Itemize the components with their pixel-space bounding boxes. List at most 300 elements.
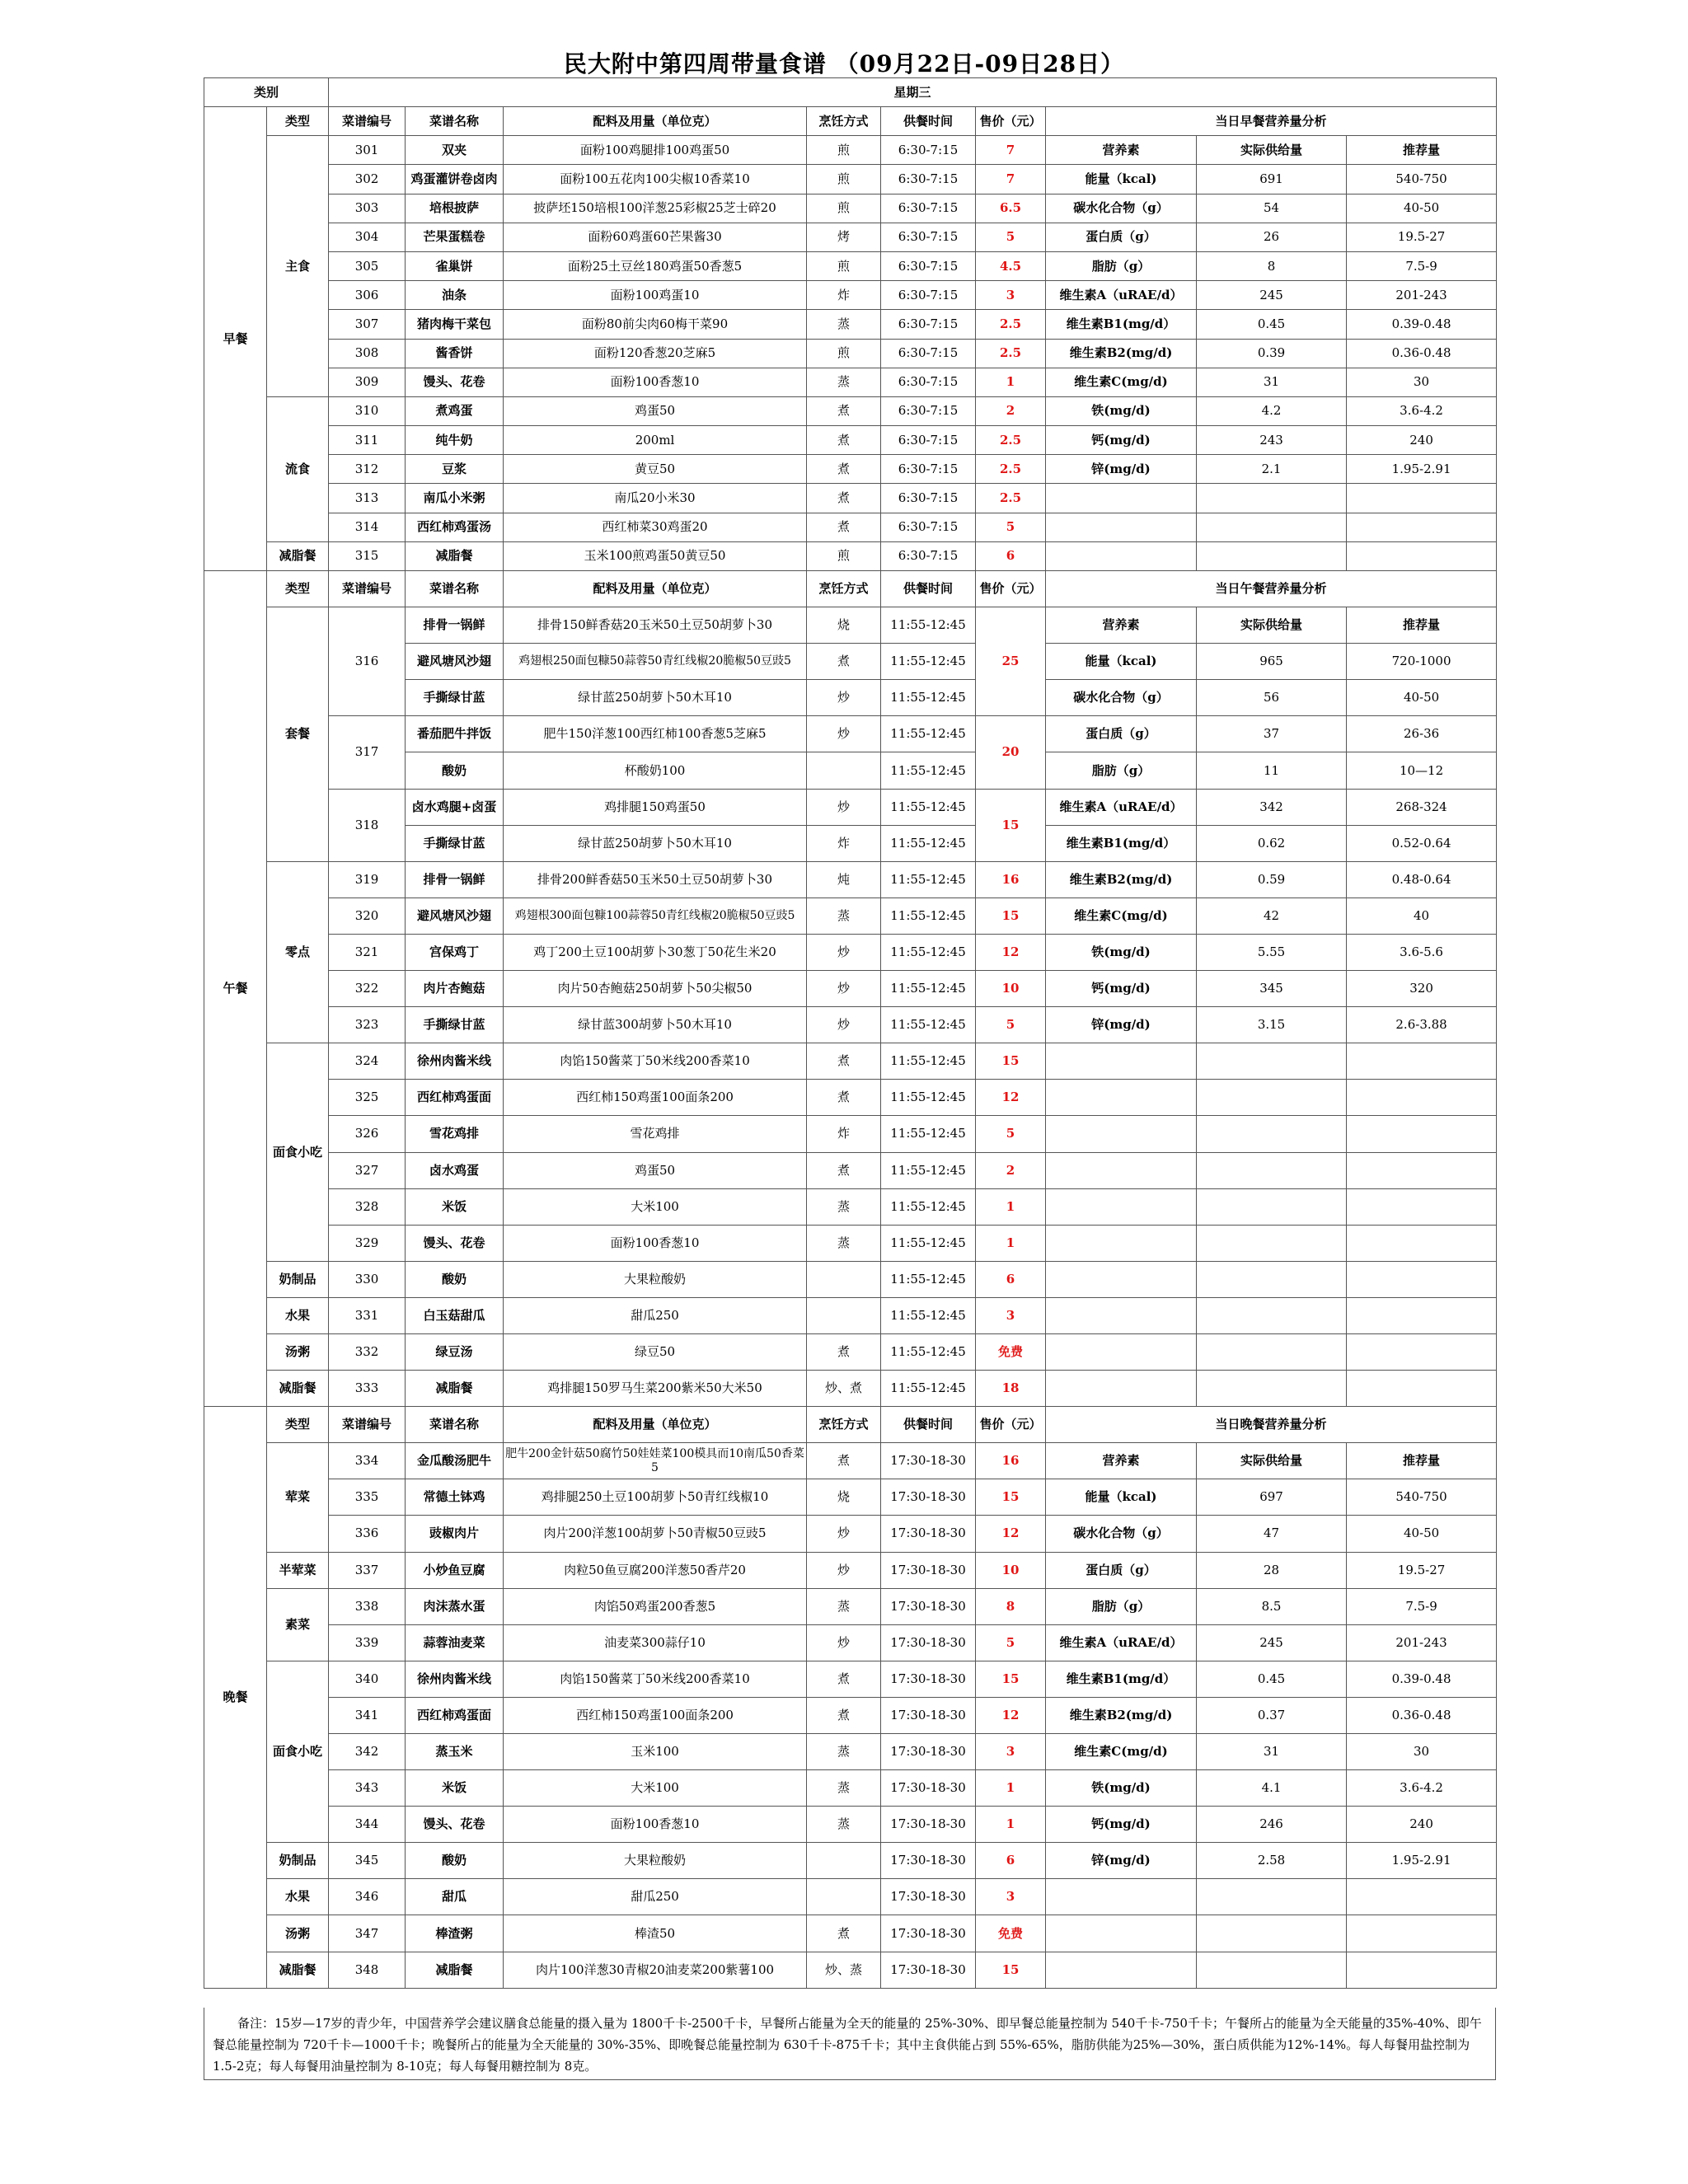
dish-code: 332 [329,1333,406,1370]
dish-code: 336 [329,1516,406,1552]
nutrient-actual: 2.58 [1197,1843,1347,1879]
dish-code: 341 [329,1697,406,1733]
dish-name: 豉椒肉片 [406,1516,504,1552]
dish-name: 馒头、花卷 [406,1807,504,1843]
dinner-row [204,1952,1497,1988]
nutrient-actual: 691 [1197,165,1347,194]
dish-name: 宫保鸡丁 [406,934,504,970]
dish-time: 6:30-7:15 [881,251,976,280]
dish-price: 1 [976,1225,1046,1261]
nutrient-recommend: 540-750 [1347,1479,1497,1516]
nutrient-actual: 37 [1197,716,1347,752]
dish-price: 5 [976,1007,1046,1043]
page-title: 民大附中第四周带量食谱 （09月22日-09日28日） [563,50,1125,77]
dish-code: 334 [329,1443,406,1479]
group-label: 面食小吃 [267,1661,329,1842]
dish-name: 培根披萨 [406,194,504,223]
nutrient-recommend: 19.5-27 [1347,1552,1497,1588]
group-label: 素菜 [267,1588,329,1661]
nutrient-actual: 26 [1197,223,1347,251]
dish-method: 蒸 [807,1770,881,1807]
dish-ingredients: 肉粒50鱼豆腐200洋葱50香芹20 [504,1552,807,1588]
lunch-row [204,1080,1497,1116]
dish-price: 3 [976,281,1046,310]
lunch-row [204,971,1497,1007]
dish-method: 炒 [807,971,881,1007]
dish-method: 煮 [807,1080,881,1116]
dish-time: 11:55-12:45 [881,644,976,680]
breakfast-row [204,310,1497,339]
dish-name: 雀巢饼 [406,251,504,280]
dish-name: 手撕绿甘蓝 [406,680,504,716]
dish-ingredients: 鸡翅根250面包糠50蒜蓉50青红线椒20脆椒50豆豉5 [504,644,807,680]
dish-time: 17:30-18-30 [881,1588,976,1624]
dish-code: 311 [329,426,406,455]
dish-time: 17:30-18-30 [881,1915,976,1952]
dish-price: 16 [976,1443,1046,1479]
dish-ingredients: 面粉100香葱10 [504,1225,807,1261]
footnote: 备注：15岁—17岁的青少年，中国营养学会建议膳食总能量的摄入量为 1800千卡-2500千卡，早餐所占能量为全天的能量的 25%-30%、即早餐总能量控制为 540千卡-750千卡；午餐所占的能量为全天能量的35%-40%、即午餐总能量控制为 720千卡—1000千卡；晚餐所占的能量为全天能量的 30%-35%、即晚餐总能量控制为 630千卡-875千卡；其中主食供能占到 55%-65%，脂肪供能为25%—30%，蛋白质供能为12%-14%。每人每餐用盐控制为 1.5-2克；每人每餐用油量控制为 8-10克；每人每餐用糖控制为 8克。 [204,2008,1496,2080]
meal-label-lunch: 午餐 [204,571,267,1407]
empty-cell [1347,1080,1497,1116]
recommend-header: 推荐量 [1347,1443,1497,1479]
dish-name: 酸奶 [406,1261,504,1297]
dish-method: 蒸 [807,368,881,396]
dish-method [807,1261,881,1297]
nutrient-header: 营养素 [1046,1443,1197,1479]
group-label: 主食 [267,136,329,397]
empty-cell [1347,1225,1497,1261]
day-header: 星期三 [329,78,1497,107]
lunch-row [204,1225,1497,1261]
dish-price: 6 [976,1261,1046,1297]
actual-header: 实际供给量 [1197,136,1347,165]
col-header-time: 供餐时间 [881,1407,976,1443]
empty-cell [1197,484,1347,513]
dish-price: 12 [976,1080,1046,1116]
nutrient-recommend: 40 [1347,898,1497,934]
dinner-row [204,1552,1497,1588]
nutrient-recommend: 0.48-0.64 [1347,861,1497,898]
breakfast-row [204,426,1497,455]
nutrient-name: 脂肪（g） [1046,1588,1197,1624]
dish-ingredients: 雪花鸡排 [504,1116,807,1152]
dish-code: 313 [329,484,406,513]
empty-cell [1197,1225,1347,1261]
dish-method: 煎 [807,339,881,368]
breakfast-row [204,165,1497,194]
dish-price: 7 [976,165,1046,194]
dish-time: 17:30-18-30 [881,1479,976,1516]
dish-code: 328 [329,1188,406,1225]
dish-time: 11:55-12:45 [881,789,976,825]
dinner-row [204,1807,1497,1843]
nutrient-name: 铁(mg/d) [1046,396,1197,425]
empty-cell [1197,1333,1347,1370]
dish-ingredients: 绿甘蓝250胡萝卜50木耳10 [504,825,807,861]
dish-price: 10 [976,971,1046,1007]
lunch-row [204,1297,1497,1333]
dish-ingredients: 鸡翅根300面包糠100蒜蓉50青红线椒20脆椒50豆豉5 [504,898,807,934]
dish-price: 6 [976,1843,1046,1879]
dish-price: 5 [976,223,1046,251]
empty-cell [1197,1297,1347,1333]
dish-price: 6 [976,541,1046,570]
nutrient-name: 能量（kcal) [1046,1479,1197,1516]
nutrient-actual: 0.62 [1197,825,1347,861]
nutrient-name: 维生素C(mg/d) [1046,898,1197,934]
dish-price: 5 [976,1624,1046,1661]
dish-ingredients: 南瓜20小米30 [504,484,807,513]
breakfast-row [204,513,1497,541]
dish-name: 煮鸡蛋 [406,396,504,425]
nutrient-actual: 8.5 [1197,1588,1347,1624]
dish-method: 蒸 [807,1588,881,1624]
lunch-row [204,861,1497,898]
dish-price: 10 [976,1552,1046,1588]
empty-cell [1046,484,1197,513]
dish-ingredients: 面粉100鸡蛋10 [504,281,807,310]
nutrient-header: 营养素 [1046,136,1197,165]
dish-name: 减脂餐 [406,541,504,570]
empty-cell [1347,484,1497,513]
breakfast-row [204,251,1497,280]
dish-method: 蒸 [807,1807,881,1843]
dish-ingredients: 棒渣50 [504,1915,807,1952]
nutrient-name: 碳水化合物（g） [1046,1516,1197,1552]
dish-method: 煮 [807,1152,881,1188]
menu-table [204,77,1497,1989]
nutrient-recommend: 10—12 [1347,752,1497,789]
dish-name: 避风塘风沙翅 [406,898,504,934]
dish-name: 棒渣粥 [406,1915,504,1952]
dish-time: 6:30-7:15 [881,223,976,251]
nutrient-name: 能量（kcal) [1046,644,1197,680]
dish-name: 鸡蛋灌饼卷卤肉 [406,165,504,194]
dish-price: 15 [976,1043,1046,1080]
dinner-row [204,1443,1497,1479]
dish-name: 绿豆汤 [406,1333,504,1370]
nutrient-actual: 245 [1197,1624,1347,1661]
col-header-time: 供餐时间 [881,107,976,136]
nutrient-actual: 3.15 [1197,1007,1347,1043]
dish-time: 6:30-7:15 [881,194,976,223]
col-header-code: 菜谱编号 [329,571,406,607]
nutrient-actual: 28 [1197,1552,1347,1588]
nutrient-recommend: 0.39-0.48 [1347,1661,1497,1697]
dish-ingredients: 鸡排腿250土豆100胡萝卜50青红线椒10 [504,1479,807,1516]
dish-time: 11:55-12:45 [881,1152,976,1188]
dish-code: 337 [329,1552,406,1588]
nutrient-actual: 345 [1197,971,1347,1007]
dish-time: 17:30-18-30 [881,1843,976,1879]
nutrient-recommend: 2.6-3.88 [1347,1007,1497,1043]
dish-code: 321 [329,934,406,970]
group-label: 减脂餐 [267,541,329,570]
nutrient-name: 维生素A（uRAE/d） [1046,281,1197,310]
group-label: 流食 [267,396,329,541]
recommend-header: 推荐量 [1347,136,1497,165]
dish-name: 蒸玉米 [406,1734,504,1770]
dish-ingredients: 200ml [504,426,807,455]
dish-time: 11:55-12:45 [881,861,976,898]
dish-price: 1 [976,1807,1046,1843]
col-header-price: 售价（元） [976,107,1046,136]
dish-code: 340 [329,1661,406,1697]
dish-method: 炒 [807,1007,881,1043]
dish-name: 西红柿鸡蛋汤 [406,513,504,541]
dish-ingredients: 杯酸奶100 [504,752,807,789]
col-header-code: 菜谱编号 [329,1407,406,1443]
nutrient-recommend: 7.5-9 [1347,251,1497,280]
breakfast-row [204,223,1497,251]
dish-price: 16 [976,861,1046,898]
dish-time: 6:30-7:15 [881,541,976,570]
lunch-row [204,1333,1497,1370]
dish-method [807,1843,881,1879]
empty-cell [1046,1188,1197,1225]
lunch-row [204,1116,1497,1152]
table-header-row [204,78,1497,107]
nutrient-name: 锌(mg/d) [1046,1843,1197,1879]
dish-price: 2 [976,1152,1046,1188]
nutrient-recommend: 0.36-0.48 [1347,339,1497,368]
dish-time: 11:55-12:45 [881,716,976,752]
dish-price: 15 [976,789,1046,861]
group-label: 汤粥 [267,1333,329,1370]
dish-name: 徐州肉酱米线 [406,1043,504,1080]
col-header-code: 菜谱编号 [329,107,406,136]
dish-ingredients: 肉馅50鸡蛋200香葱5 [504,1588,807,1624]
dish-code: 323 [329,1007,406,1043]
dish-code: 317 [329,716,406,789]
group-label: 水果 [267,1879,329,1915]
dish-price: 7 [976,136,1046,165]
breakfast-row [204,396,1497,425]
dish-price: 3 [976,1734,1046,1770]
nutrient-actual: 243 [1197,426,1347,455]
dish-method: 煮 [807,396,881,425]
dish-ingredients: 面粉25土豆丝180鸡蛋50香葱5 [504,251,807,280]
nutrient-name: 维生素B1(mg/d） [1046,825,1197,861]
nutrient-actual: 4.2 [1197,396,1347,425]
nutrient-recommend: 201-243 [1347,1624,1497,1661]
dish-name: 猪肉梅干菜包 [406,310,504,339]
breakfast-row [204,484,1497,513]
nutrient-name: 蛋白质（g） [1046,223,1197,251]
dish-name: 小炒鱼豆腐 [406,1552,504,1588]
nutrient-recommend: 40-50 [1347,1516,1497,1552]
nutrient-recommend: 240 [1347,1807,1497,1843]
dish-ingredients: 鸡丁200土豆100胡萝卜30葱丁50花生米20 [504,934,807,970]
dish-code: 319 [329,861,406,898]
dish-code: 344 [329,1807,406,1843]
empty-cell [1347,1297,1497,1333]
dish-time: 17:30-18-30 [881,1661,976,1697]
dish-method: 炒、蒸 [807,1952,881,1988]
dish-price: 2.5 [976,455,1046,484]
dish-method: 煎 [807,136,881,165]
empty-cell [1197,1152,1347,1188]
dish-time: 17:30-18-30 [881,1770,976,1807]
dish-ingredients: 面粉100鸡腿排100鸡蛋50 [504,136,807,165]
dish-method: 炒 [807,680,881,716]
dish-code: 348 [329,1952,406,1988]
dish-name: 馒头、花卷 [406,368,504,396]
dish-time: 11:55-12:45 [881,825,976,861]
nutrient-actual: 0.39 [1197,339,1347,368]
nutrient-actual: 965 [1197,644,1347,680]
dish-method: 煮 [807,1333,881,1370]
col-header-method: 烹饪方式 [807,571,881,607]
dinner-row [204,1661,1497,1697]
dish-ingredients: 大果粒酸奶 [504,1843,807,1879]
nutrient-recommend: 26-36 [1347,716,1497,752]
dish-method: 煎 [807,165,881,194]
dish-name: 酱香饼 [406,339,504,368]
nutrient-actual: 342 [1197,789,1347,825]
dish-name: 金瓜酸汤肥牛 [406,1443,504,1479]
dish-code: 310 [329,396,406,425]
empty-cell [1197,1952,1347,1988]
dish-name: 排骨一锅鲜 [406,861,504,898]
dish-code: 326 [329,1116,406,1152]
dish-name: 馒头、花卷 [406,1225,504,1261]
dish-method: 煎 [807,251,881,280]
dish-ingredients: 肥牛200金针菇50腐竹50娃娃菜100模具而10南瓜50香菜5 [504,1443,807,1479]
dish-name: 纯牛奶 [406,426,504,455]
dish-ingredients: 大果粒酸奶 [504,1261,807,1297]
dish-method: 煮 [807,1697,881,1733]
dinner-row [204,1624,1497,1661]
empty-cell [1197,1261,1347,1297]
dish-ingredients: 西红柿菜30鸡蛋20 [504,513,807,541]
dish-time: 17:30-18-30 [881,1697,976,1733]
dish-price: 8 [976,1588,1046,1624]
breakfast-row [204,136,1497,165]
dish-method: 炒 [807,716,881,752]
breakfast-row [204,194,1497,223]
dish-code: 329 [329,1225,406,1261]
dish-code: 316 [329,607,406,716]
dinner-header-row [204,1407,1497,1443]
dish-code: 331 [329,1297,406,1333]
dish-time: 6:30-7:15 [881,513,976,541]
nutrient-name: 脂肪（g） [1046,752,1197,789]
dish-name: 米饭 [406,1188,504,1225]
dish-method [807,752,881,789]
breakfast-row [204,339,1497,368]
nutrient-recommend: 1.95-2.91 [1347,455,1497,484]
dish-price: 1 [976,368,1046,396]
dish-ingredients: 面粉120香葱20芝麻5 [504,339,807,368]
dinner-row [204,1915,1497,1952]
dish-time: 6:30-7:15 [881,310,976,339]
nutrient-name: 脂肪（g） [1046,251,1197,280]
nutrient-name: 维生素B2(mg/d) [1046,861,1197,898]
nutrient-actual: 5.55 [1197,934,1347,970]
nutrient-recommend: 268-324 [1347,789,1497,825]
dish-method: 煮 [807,426,881,455]
empty-cell [1197,1188,1347,1225]
dish-ingredients: 玉米100煎鸡蛋50黄豆50 [504,541,807,570]
dish-name: 米饭 [406,1770,504,1807]
dish-method: 煮 [807,455,881,484]
nutrient-recommend: 40-50 [1347,194,1497,223]
nutrient-actual: 245 [1197,281,1347,310]
empty-cell [1197,513,1347,541]
col-header-ingredients: 配料及用量（单位克） [504,571,807,607]
dish-name: 南瓜小米粥 [406,484,504,513]
col-header-price: 售价（元） [976,1407,1046,1443]
dish-method: 煎 [807,194,881,223]
lunch-row [204,716,1497,752]
nutrient-name: 维生素C(mg/d) [1046,368,1197,396]
dish-time: 6:30-7:15 [881,368,976,396]
dish-price: 2.5 [976,484,1046,513]
nutrient-actual: 11 [1197,752,1347,789]
dish-time: 11:55-12:45 [881,971,976,1007]
dish-code: 320 [329,898,406,934]
dish-ingredients: 面粉60鸡蛋60芒果酱30 [504,223,807,251]
dish-ingredients: 油麦菜300蒜仔10 [504,1624,807,1661]
dish-time: 6:30-7:15 [881,426,976,455]
dish-name: 肉片杏鲍菇 [406,971,504,1007]
dish-ingredients: 绿甘蓝250胡萝卜50木耳10 [504,680,807,716]
dish-ingredients: 黄豆50 [504,455,807,484]
dish-code: 314 [329,513,406,541]
dish-price: 25 [976,607,1046,716]
dish-price: 2.5 [976,426,1046,455]
recommend-header: 推荐量 [1347,607,1497,644]
nutrient-name: 维生素A（uRAE/d） [1046,1624,1197,1661]
nutrient-recommend: 201-243 [1347,281,1497,310]
dish-ingredients: 西红柿150鸡蛋100面条200 [504,1080,807,1116]
empty-cell [1347,1333,1497,1370]
group-label: 面食小吃 [267,1043,329,1262]
nutrient-recommend: 40-50 [1347,680,1497,716]
group-label: 减脂餐 [267,1371,329,1407]
dish-ingredients: 鸡蛋50 [504,396,807,425]
lunch-row [204,1371,1497,1407]
empty-cell [1046,1297,1197,1333]
nutrient-recommend: 1.95-2.91 [1347,1843,1497,1879]
dish-price: 18 [976,1371,1046,1407]
dish-code: 302 [329,165,406,194]
dish-time: 6:30-7:15 [881,396,976,425]
analysis-title: 当日午餐营养量分析 [1046,571,1497,607]
actual-header: 实际供给量 [1197,1443,1347,1479]
dish-ingredients: 绿甘蓝300胡萝卜50木耳10 [504,1007,807,1043]
nutrient-actual: 0.59 [1197,861,1347,898]
nutrient-recommend: 3.6-4.2 [1347,1770,1497,1807]
empty-cell [1347,1188,1497,1225]
dish-time: 11:55-12:45 [881,1188,976,1225]
empty-cell [1347,1152,1497,1188]
nutrient-actual: 0.45 [1197,310,1347,339]
dish-ingredients: 甜瓜250 [504,1297,807,1333]
dish-name: 卤水鸡蛋 [406,1152,504,1188]
empty-cell [1046,1080,1197,1116]
dish-method: 炒 [807,1552,881,1588]
nutrient-actual: 31 [1197,1734,1347,1770]
dish-ingredients: 玉米100 [504,1734,807,1770]
dish-time: 11:55-12:45 [881,898,976,934]
breakfast-header-row [204,107,1497,136]
group-label: 减脂餐 [267,1952,329,1988]
lunch-header-row [204,571,1497,607]
dish-code: 335 [329,1479,406,1516]
